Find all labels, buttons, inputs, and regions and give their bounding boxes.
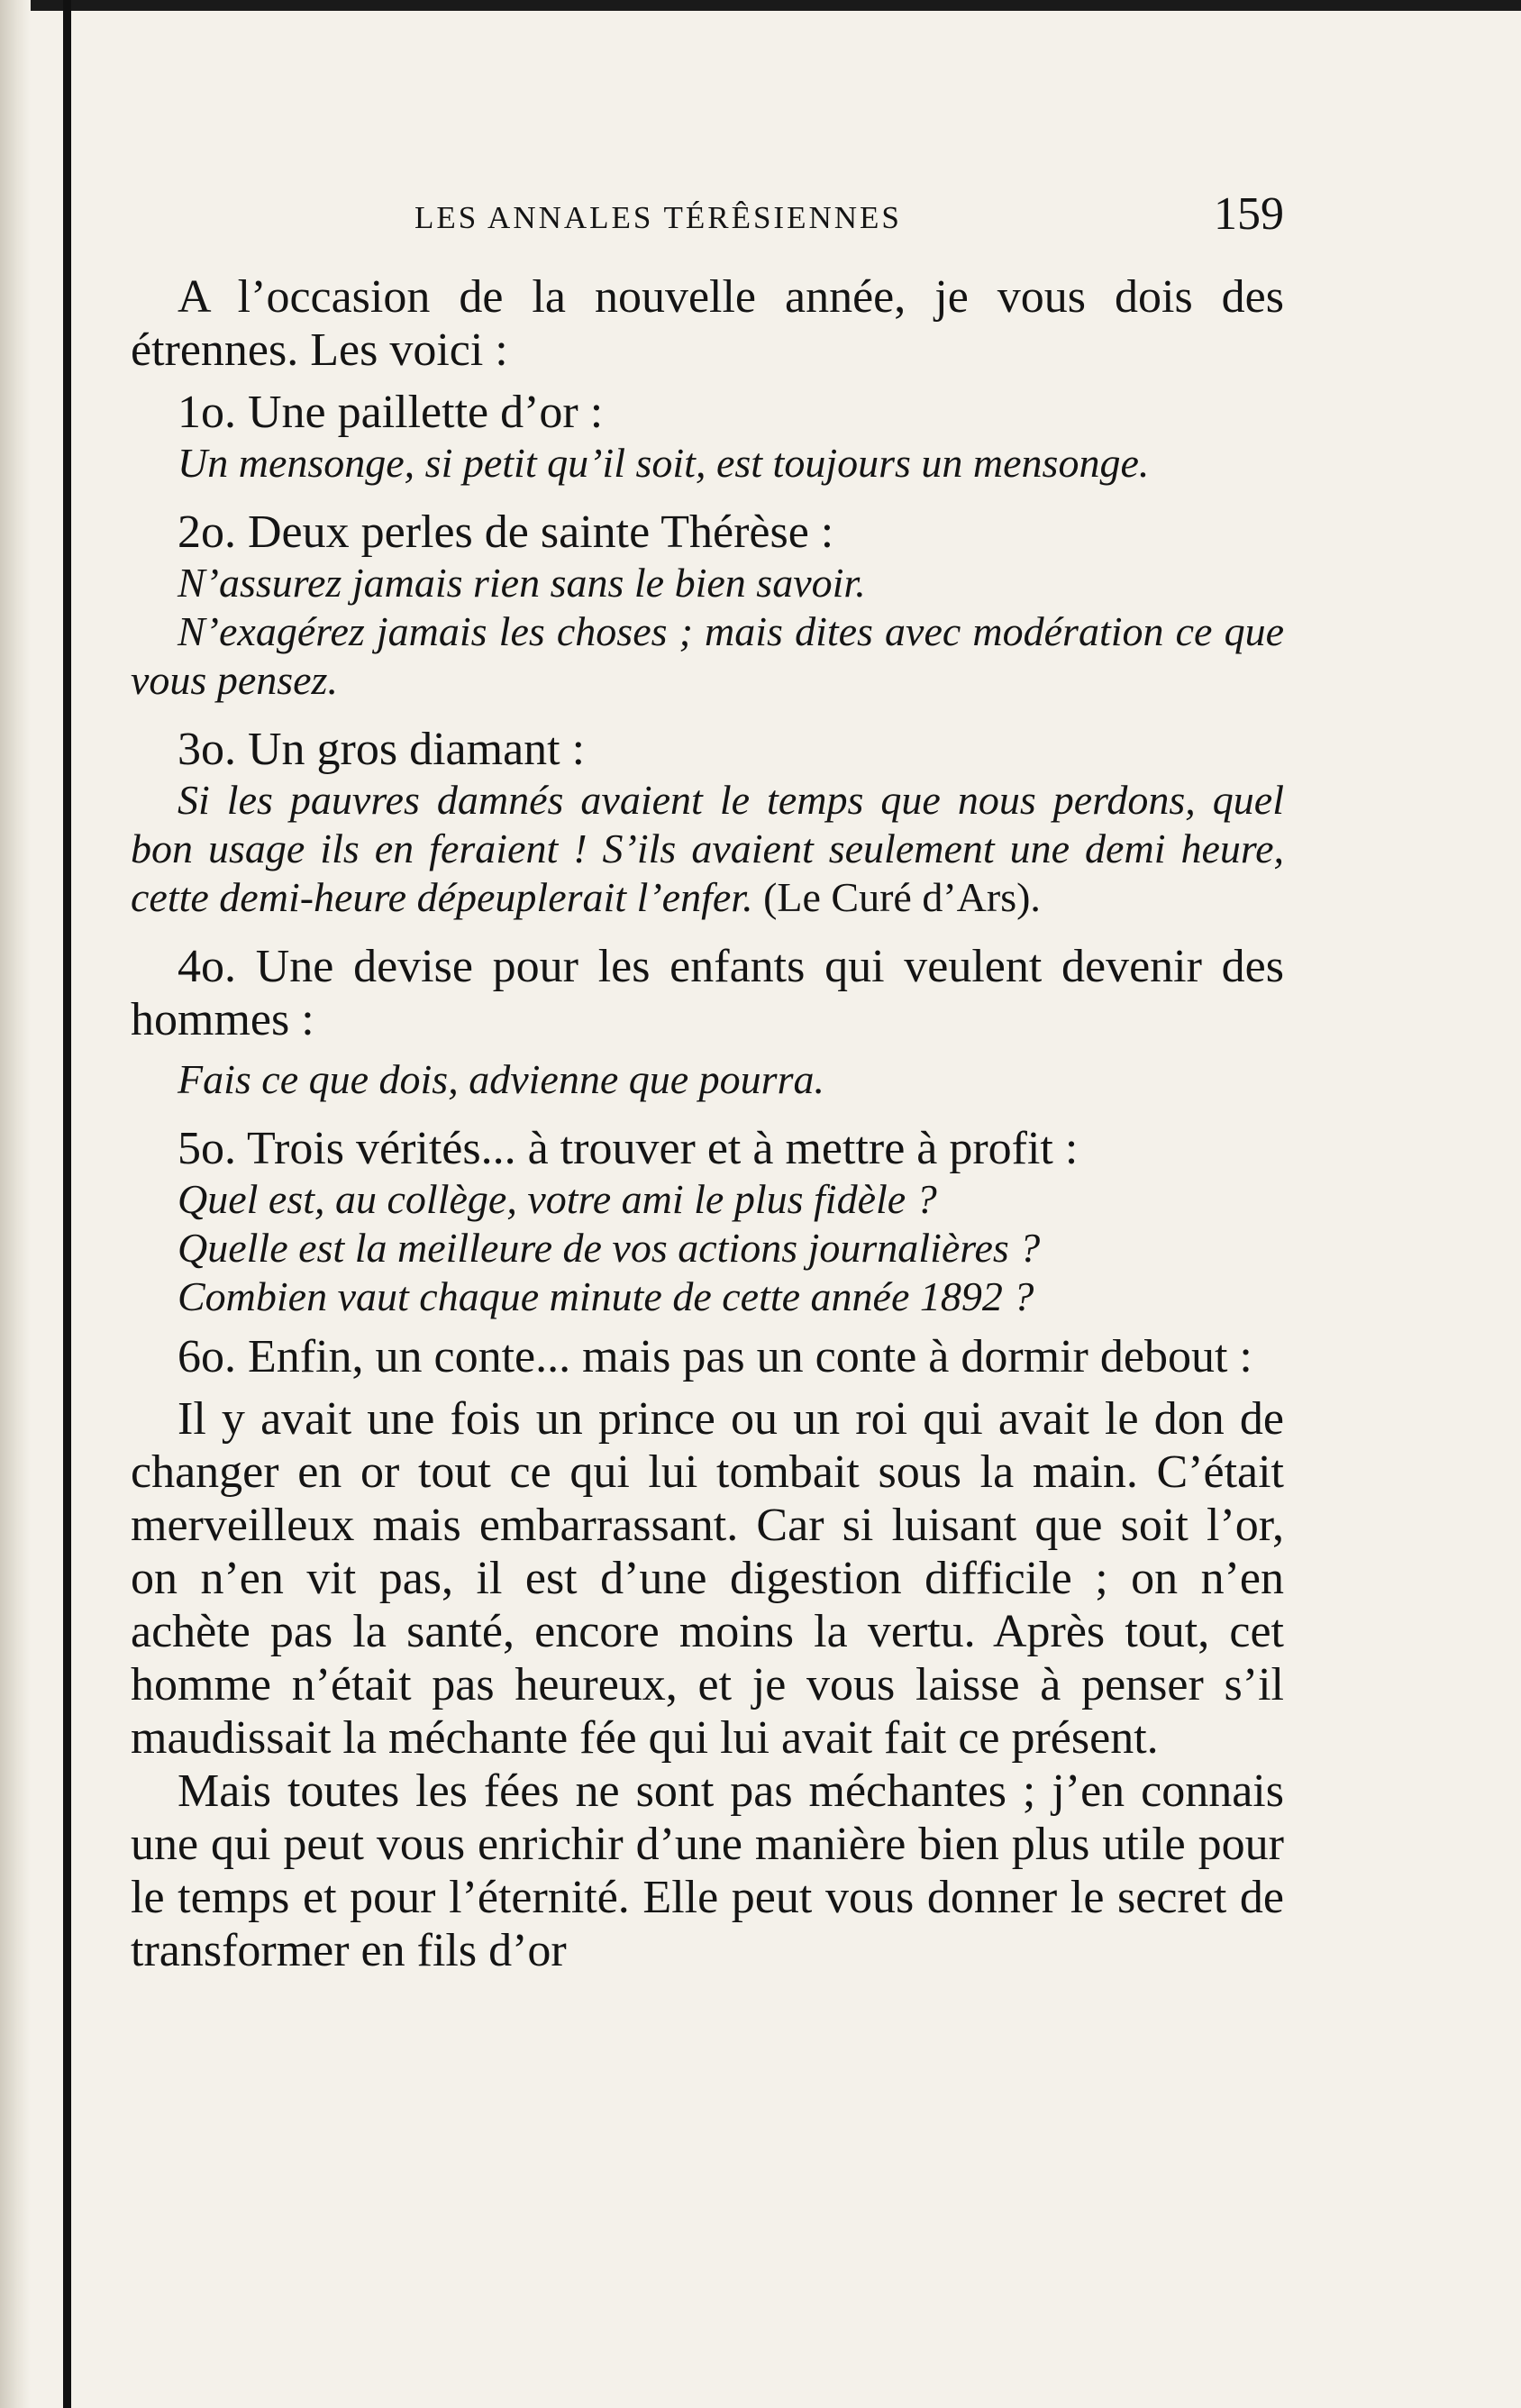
story-paragraph-1: Il y avait une fois un prince ou un roi qui avait le don de changer en or tout ce qui lui tombait sous la main. C’était merveilleux mais embarrassant. Car si luisant que soit l’or, on n’en vit pas, il est d’une digestion difficile ; on n’en achète pas la santé, encore moins la vertu. Après tout, cet homme n’était pas heureux, et je vous laisse à penser s’il maudissait la méchante fée qui lui avait fait ce présent. xyxy=(131,1393,1284,1764)
item-6-heading: 6o. Enfin, un conte... mais pas un conte à dormir debout : xyxy=(178,1331,1252,1382)
page-number: 159 xyxy=(1214,188,1284,240)
item-1-heading: 1o. Une paillette d’or : xyxy=(178,387,604,438)
story-paragraph-2: Mais toutes les fées ne sont pas méchantes ; j’en connais une qui peut vous enrichir d’une manière bien plus utile pour le temps et pour l’éternité. Elle peut vous donner le secret de transformer en fils d’or xyxy=(131,1765,1284,1976)
item-2-line-2: N’exagérez jamais les choses ; mais dites avec modération ce que vous pensez. xyxy=(131,608,1284,703)
item-2-heading: 2o. Deux perles de sainte Thérèse : xyxy=(178,506,834,558)
item-5-line-3: Combien vaut chaque minute de cette année 1892 ? xyxy=(178,1273,1034,1319)
item-5-line-2: Quelle est la meilleure de vos actions journalières ? xyxy=(178,1225,1041,1271)
page-body xyxy=(131,270,1284,1977)
item-3-quote: Si les pauvres damnés avaient le temps que nous perdons, quel bon usage ils en feraient ! S’ils avaient seulement une demi heure, cette demi-heure dépeuplerait l’enfer. xyxy=(131,777,1284,920)
item-4-heading: 4o. Une devise pour les enfants qui veulent devenir des hommes : xyxy=(131,941,1284,1045)
item-5-line-1: Quel est, au collège, votre ami le plus fidèle ? xyxy=(178,1176,937,1222)
item-4-line-1: Fais ce que dois, advienne que pourra. xyxy=(178,1056,824,1102)
item-1-line-1: Un mensonge, si petit qu’il soit, est toujours un mensonge. xyxy=(178,440,1150,486)
running-head xyxy=(131,188,1284,254)
item-3-attribution: (Le Curé d’Ars). xyxy=(752,874,1041,920)
item-3-quote-block xyxy=(131,776,1284,922)
page-binding-shadow xyxy=(0,0,31,2408)
running-title: LES ANNALES TÉRÊSIENNES xyxy=(414,200,902,235)
binding-line xyxy=(63,0,71,2408)
item-5-heading: 5o. Trois vérités... à trouver et à mettre à profit : xyxy=(178,1123,1079,1174)
item-2-line-1: N’assurez jamais rien sans le bien savoir. xyxy=(178,560,866,606)
item-3-heading: 3o. Un gros diamant : xyxy=(178,724,586,775)
intro-paragraph: A l’occasion de la nouvelle année, je vous dois des étrennes. Les voici : xyxy=(131,271,1284,376)
book-page xyxy=(131,0,1302,2408)
